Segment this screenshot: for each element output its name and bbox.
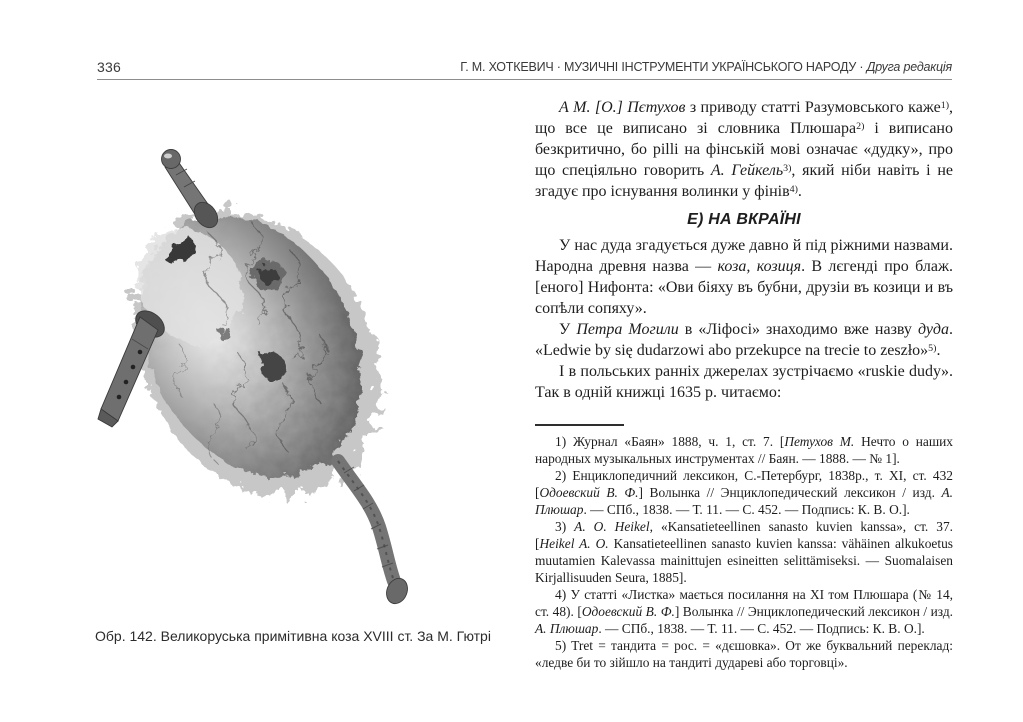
bagpipe-illustration [88,103,490,618]
section-heading: Е) НА ВКРАЇНІ [687,211,801,228]
footnote-item-2: 2) Енциклопедичний лексикон, С.-Петербург, 1838р., т. XI, ст. 432 [Одоевский В. Ф.] Волынка // Энциклопедический лексикон / изд. А. Плюшар. — СПб., 1838. — Т. 11. — С. 452. — Подпись: К. В. О.]. [535,467,954,517]
body-paragraph-4: І в польських ранніх джерелах зустрічаємо «ruskie dudy». Так в одній книжці 1635 р. читаємо: [535,363,953,401]
footnote-separator [535,424,624,426]
main-text-column [535,97,953,403]
body-paragraph-2: У нас дуда згадується дуже давно й під ріжними назвами. Народна древня назва — коза, козиця. В лєгенді про блаж.[еного] Нифонта: «Ови біяху въ бубни, друзіи въ козици и въ сопѣли сопяху». [535,237,954,317]
running-title [460,60,952,74]
body-paragraph-3: У Петра Могили в «Ліфосі» знаходимо вже назву дуда. «Ledwie by się dudarzowi abo przekupce na trecie to zeszło»$^{5)}$. [535,321,953,359]
running-title-edition: Друга редакція [866,60,952,74]
tail-pipe [338,461,411,607]
footnote-item-5: 5) Tret = тандита = рос. = «дєшовка». От же буквальний переклад: «ледве би то зійшло на тандиті дудареві або торговці». [535,637,953,670]
body-paragraph-1: А М. [О.] Пєтухов з приводу статті Разумовського каже$^{1)}$, що все це виписано зі словника Плюшара$^{2)}$ і виписано безкритично, бо pilli на фінській мові означає «дудку», про що спеціяльно говорить А. Гейкель$^{3)}$, який ніби навіть і не згадує про існування волинки у фінів$^{4)}$. [535,99,954,200]
footnote-item-1: 1) Журнал «Баян» 1888, ч. 1, ст. 7. [Петухов М. Нечто о наших народных музыкальных инструментах // Баян. — 1888. — № 1]. [535,433,953,466]
footnote-item-4: 4) У статті «Листка» мається посилання на XI том Плюшара (№ 14, ст. 48). [Одоевский В. Ф.] Волынка // Энциклопедический лексикон / изд. А. Плюшар. — СПб., 1838. — Т. 11. — С. 452. — Подпись: К. В. О.]. [535,586,953,636]
running-title-main: Г. М. ХОТКЕВИЧ · МУЗИЧНІ ІНСТРУМЕНТИ УКРАЇНСЬКОГО НАРОДУ · [460,60,867,74]
header-rule [97,79,952,80]
page-number: 336 [97,59,121,75]
figure-caption: Обр. 142. Великоруська примітивна коза XVIII ст. За М. Гютрі [95,628,491,644]
footnotes-block [535,424,953,671]
footnote-item-3: 3) A. O. Heikel, «Kansatieteellinen sanasto kuvien kanssa», ст. 37. [Heikel A. O. Kansatieteellinen sanasto kuvien kanssa: vähäinen alkukoetus muutamien Kalevassa mainittujen esineitten selittämiseksi. — Suomalaisen Kirjallisuuden Seura, 1885]. [535,518,953,585]
figure-box [88,103,490,618]
